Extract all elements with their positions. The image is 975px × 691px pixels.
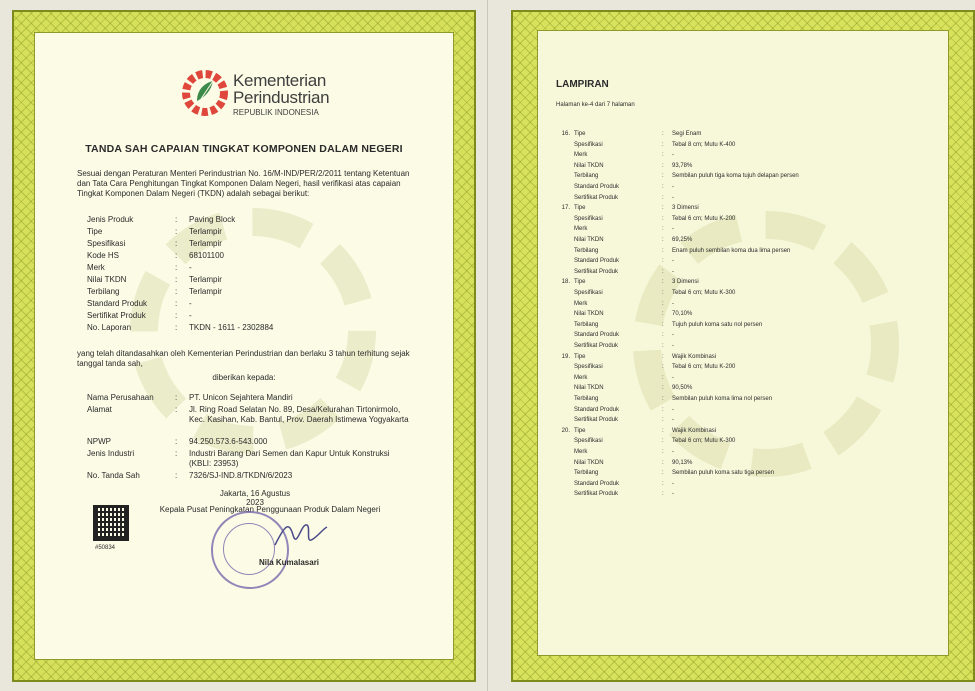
item-number: 18. [561, 279, 570, 286]
field-separator: : [662, 184, 664, 190]
logo-line-1: Kementerian [233, 71, 327, 90]
field-value: Tebal 6 cm; Mutu K-200 [672, 364, 736, 371]
logo-line-3: REPUBLIK INDONESIA [233, 108, 319, 117]
field-separator: : [662, 258, 664, 265]
field-separator: : [662, 438, 664, 445]
field-value: - [672, 258, 674, 265]
field-value: Sembilan puluh koma satu tiga persen [672, 470, 775, 477]
field-value: Wajik Kombinasi [672, 427, 717, 434]
field-separator: : [662, 205, 664, 212]
field-separator: : [662, 480, 664, 487]
field-label: Standard Produk [574, 480, 620, 487]
field-separator: : [662, 343, 664, 349]
signer-title: Kepala Pusat Peningkatan Penggunaan Produk Dalam Negeri [159, 505, 381, 514]
appendix-inner-frame [537, 30, 949, 656]
field-label: Tipe [574, 131, 586, 137]
field-label: Sertifikat Produk [574, 491, 619, 498]
appendix-title: LAMPIRAN [556, 79, 609, 90]
field-separator: : [662, 332, 664, 339]
field-value: Sembilan puluh tiga koma tujuh delapan persen [672, 173, 799, 180]
field-separator: : [662, 470, 664, 477]
field-value: - [672, 374, 674, 381]
field-label: Tipe [574, 205, 586, 212]
field-label: Terbilang [574, 173, 599, 180]
field-separator: : [662, 247, 664, 254]
field-label: Standard Produk [574, 406, 620, 413]
field-value: Tebal 6 cm; Mutu K-300 [672, 438, 736, 445]
field-label: Merk [574, 226, 588, 233]
logo-line-2: Perindustrian [233, 88, 330, 107]
field-label: Tipe [574, 427, 586, 434]
field-separator: : [662, 459, 664, 466]
field-value: - [672, 417, 674, 424]
field-separator: : [662, 406, 664, 413]
field-separator: : [662, 215, 664, 222]
certificate-inner-frame: Kementerian Perindustrian REPUBLIK INDONESIA TANDA SAH CAPAIAN TINGKAT KOMPONEN DALAM NEGERI Sesuai dengan Peraturan Menteri Perindustrian No. 16/M-IND/PER/2/2011 tentang Ketentuan dan Tata Cara Penghitungan Tingkat Komponen Dalam Negeri, hasil verifikasi atas capaian Tingkat Komponen Dalam Negeri (TKDN) adalah sebagai berikut: Jenis Produk : Paving Block Tipe : Terlampir Spesifikasi : Terlampir Kode HS : 68101100 Merk : - Nilai TKDN : Terlampir Terbilang : Terlampir Standard Produk : - Sertifikat Produk : - No. Laporan : TKDN - 1611 - 2302884 yang telah ditandasahkan oleh Kementerian Perindustrian dan berlaku 3 tahun terhitung sejak tanggal tanda sah, diberikan kepada: Nama Perusahaan : PT. Unicon Sejahtera Mandiri Alamat : Jl. Ring Road Selatan No. 89, Desa/Kelurahan Tirtonirmolo, Kec. Kasihan, Kab. Bantul, Prov. Daerah Istimewa Yogyakarta NPWP : 94.250.573.6-543.000 Jenis Industri : Industri Barang Dari Semen dan Kapur Untuk Konstruksi (KBLI: 23953) No. Tanda Sah : 7326/SJ-IND.8/TKDN/6/2023 Jakarta, 16 Agustus 2023 Kepala Pusat Peningkatan Penggunaan Produk Dalam Negeri #50834 Nila Kumalasari [34, 32, 454, 660]
field-label: Spesifikasi [574, 364, 603, 371]
field-separator: : [662, 396, 664, 402]
field-separator: : [662, 491, 664, 498]
field-value: 69,25% [672, 237, 693, 243]
field-label: Nilai TKDN [574, 459, 604, 466]
field-separator: : [662, 321, 664, 328]
field-separator: : [662, 417, 664, 424]
certificate-page [12, 10, 476, 682]
field-value: Tebal 8 cm; Mutu K-400 [672, 141, 736, 148]
field-separator: : [662, 226, 664, 233]
field-separator: : [662, 237, 664, 243]
field-label: Terbilang [574, 321, 599, 328]
field-label: Terbilang [574, 470, 599, 477]
field-separator: : [662, 353, 664, 360]
field-separator: : [662, 152, 664, 159]
field-label: Spesifikasi [574, 438, 603, 445]
field-separator: : [662, 300, 664, 307]
field-label: Terbilang [574, 396, 599, 402]
field-separator: : [662, 131, 664, 137]
field-value: 3 Dimensi [672, 205, 699, 212]
intro-paragraph: Sesuai dengan Peraturan Menteri Perindustrian No. 16/M-IND/PER/2/2011 tentang Ketentuan dan Tata Cara Penghitungan Tingkat Komponen Dalam Negeri, hasil verifikasi atas capaian Tingkat Komponen Dalam Negeri (TKDN) adalah sebagai berikut: [77, 169, 410, 198]
qr-code-number: #50834 [95, 545, 116, 551]
appendix-page-info: Halaman ke-4 dari 7 halaman [556, 102, 635, 108]
field-value: - [672, 184, 674, 190]
field-label: Sertifikat Produk [574, 417, 619, 424]
field-separator: : [662, 364, 664, 371]
field-value: 70,10% [672, 311, 693, 318]
field-value: - [672, 152, 674, 159]
gear-leaf-logo-icon [181, 67, 229, 119]
field-value: - [672, 491, 674, 498]
field-label: Tipe [574, 279, 586, 286]
field-value: - [672, 268, 674, 275]
field-value: 3 Dimensi [672, 279, 699, 286]
field-label: Spesifikasi [574, 290, 603, 296]
field-label: Sertifikat Produk [574, 268, 619, 275]
qr-code-icon [93, 505, 129, 541]
field-separator: : [662, 427, 664, 434]
given-to-label: diberikan kepada: [212, 373, 276, 382]
validity-paragraph: yang telah ditandasahkan oleh Kementerian Perindustrian dan berlaku 3 tahun terhitung sejak tanggal tanda sah, [77, 349, 410, 368]
field-label: Merk [574, 152, 588, 159]
field-separator: : [662, 279, 664, 286]
field-value: - [672, 300, 674, 307]
field-separator: : [662, 162, 664, 169]
field-value: 93,78% [672, 162, 693, 169]
field-value: Wajik Kombinasi [672, 353, 717, 360]
field-label: Spesifikasi [574, 141, 603, 148]
field-separator: : [662, 311, 664, 318]
field-separator: : [662, 449, 664, 455]
field-label: Tipe [574, 353, 586, 360]
field-label: Terbilang [574, 247, 599, 254]
field-label: Standard Produk [574, 332, 620, 339]
field-value: 90,13% [672, 459, 693, 466]
field-separator: : [662, 385, 664, 392]
field-label: Merk [574, 300, 588, 307]
certificate-title: TANDA SAH CAPAIAN TINGKAT KOMPONEN DALAM NEGERI [85, 143, 403, 155]
item-number: 20. [561, 427, 570, 434]
appendix-page [511, 10, 975, 682]
field-label: Standard Produk [574, 258, 620, 265]
field-value: - [672, 449, 674, 455]
field-separator: : [662, 141, 664, 148]
field-value: - [672, 406, 674, 413]
field-label: Sertifikat Produk [574, 194, 619, 201]
signature-icon [271, 515, 331, 555]
item-number: 19. [561, 353, 570, 360]
item-number: 16. [561, 131, 570, 137]
book-seam [487, 0, 488, 691]
field-label: Nilai TKDN [574, 162, 604, 169]
field-value: Sembilan puluh koma lima nol persen [672, 396, 773, 402]
field-value: Segi Enam [672, 131, 702, 137]
field-separator: : [662, 194, 664, 201]
field-separator: : [662, 173, 664, 180]
field-label: Spesifikasi [574, 215, 603, 222]
field-value: 90,50% [672, 385, 693, 392]
field-label: Nilai TKDN [574, 385, 604, 392]
place-date: Jakarta, 16 Agustus 2023 [219, 489, 291, 507]
field-value: Tebal 6 cm; Mutu K-200 [672, 215, 736, 222]
field-label: Nilai TKDN [574, 237, 604, 243]
field-separator: : [662, 290, 664, 296]
field-value: Tujuh puluh koma satu nol persen [672, 321, 763, 328]
signer-name: Nila Kumalasari [259, 558, 320, 567]
field-value: - [672, 343, 674, 349]
field-value: - [672, 480, 674, 487]
field-label: Sertifikat Produk [574, 343, 619, 349]
ministry-logo [181, 67, 341, 127]
field-value: Enam puluh sembilan koma dua lima persen [672, 247, 791, 254]
field-separator: : [662, 268, 664, 275]
field-label: Merk [574, 374, 588, 381]
field-value: - [672, 332, 674, 339]
field-label: Nilai TKDN [574, 311, 604, 318]
item-number: 17. [561, 205, 570, 212]
field-value: - [672, 226, 674, 233]
field-separator: : [662, 374, 664, 381]
field-label: Merk [574, 449, 588, 455]
field-label: Standard Produk [574, 184, 620, 190]
field-value: Tebal 6 cm; Mutu K-300 [672, 290, 736, 296]
field-value: - [672, 194, 674, 201]
